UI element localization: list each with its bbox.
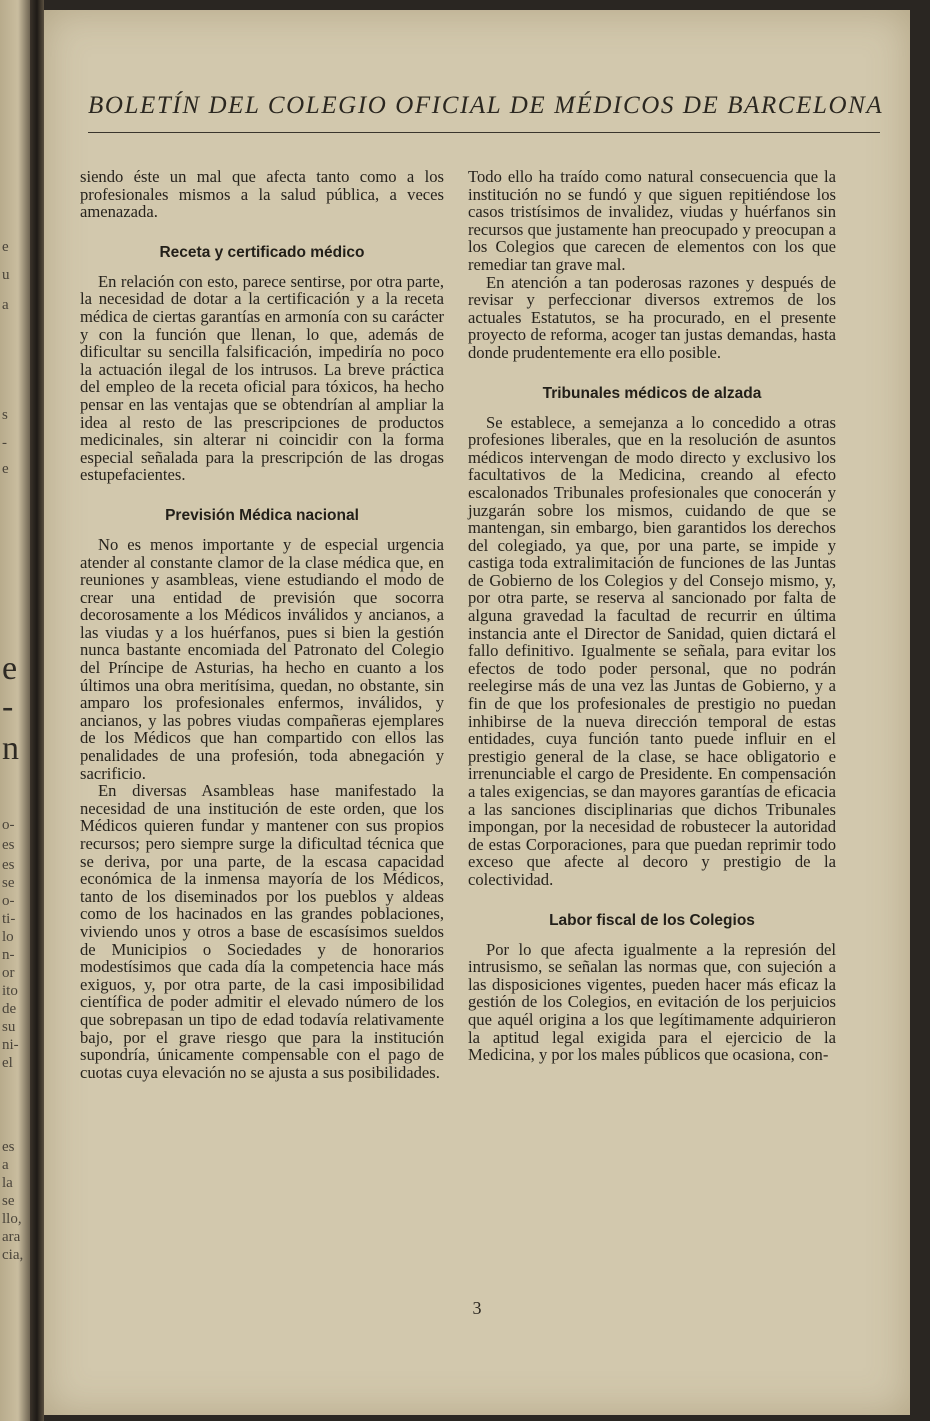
- adjacent-text-fragment: se: [2, 875, 15, 891]
- paragraph: Se establece, a semejanza a lo concedido a otras profesiones liberales, que en la resolución de asuntos médicos intervengan de modo directo y exclusivo los facultativos de la Medicina, creando al efecto escalonados Tribunales profesionales que conocerán y juzgarán sobre los mismos, cuidando de que se mantengan, sin embargo, bien garantidos los derechos del colegiado, ya que, por una parte, se impide y castiga toda extralimitación de funciones de las Juntas de Gobierno de los Colegios y del Consejo mismo, y, por otra parte, se reserva al sancionado por falta de alguna gravedad la facultad de recurrir en última instancia ante el Director de Sanidad, quien dictará el fallo definitivo. Igualmente se señala, para evitar los efectos de todo poder personal, que no podrán reelegirse más de una vez las Juntas de Gobierno, y a fin de que los profesionales de prestigio no puedan inhibirse de la nueva dirección temporal de estas entidades, cuya función tanto puede influir en el prestigio general de la clase, se hace obligatorio e irrenunciable el cargo de Presidente. En compensación a tales exigencias, se dan mayores garantías de eficacia a las sanciones disciplinarias que dichos Tribunales impongan, por la necesidad de robustecer la autoridad de estas Corporaciones, para que puedan reprimir todo exceso que afecte al decoro y prestigio de la colectividad.: [468, 412, 836, 889]
- adjacent-text-fragment: ito: [2, 983, 18, 999]
- adjacent-text-fragment: e: [2, 461, 9, 477]
- paragraph: Todo ello ha traído como natural consecuencia que la institución no se fundó y que siguen repitiéndose los casos tristísimos de invalidez, viudas y huérfanos sin recursos que justamente han preocupado y preocupan a los Colegios que carecen de elementos con los que remediar tan grave mal.: [468, 167, 836, 274]
- adjacent-text-fragment: cia,: [2, 1247, 24, 1263]
- adjacent-text-fragment: or: [2, 965, 15, 981]
- adjacent-text-fragment: el: [2, 1055, 13, 1071]
- section-heading: Receta y certificado médico: [159, 243, 365, 261]
- right-column: [468, 168, 836, 1064]
- adjacent-text-fragment: -: [2, 435, 7, 451]
- paragraph: En atención a tan poderosas razones y después de revisar y perfeccionar diversos extremos de los actuales Estatutos, se ha procurado, en el presente proyecto de reforma, acoger tan justas demandas, hasta donde prudentemente era ello posible.: [468, 272, 836, 362]
- section-heading: Labor fiscal de los Colegios: [549, 911, 755, 929]
- running-header: BOLETÍN DEL COLEGIO OFICIAL DE MÉDICOS DE BARCELONA: [88, 92, 884, 119]
- adjacent-text-fragment: lo: [2, 929, 14, 945]
- adjacent-text-fragment: es: [2, 1139, 15, 1155]
- adjacent-text-fragment: e: [2, 239, 9, 255]
- adjacent-text-fragment: a: [2, 1157, 9, 1173]
- adjacent-text-fragment: de: [2, 1001, 17, 1017]
- page-number: 3: [472, 1298, 482, 1318]
- adjacent-text-fragment: se: [2, 1193, 15, 1209]
- adjacent-text-fragment: su: [2, 1019, 16, 1035]
- header-rule: [88, 132, 880, 133]
- document-page: [44, 10, 910, 1415]
- adjacent-text-fragment: u: [2, 267, 10, 283]
- adjacent-text-fragment: n: [2, 730, 19, 767]
- adjacent-text-fragment: s: [2, 407, 8, 423]
- left-column: [80, 168, 444, 1081]
- paragraph: siendo éste un mal que afecta tanto como a los profesionales mismos a la salud pública, a veces amenazada.: [80, 167, 444, 222]
- adjacent-text-fragment: ti-: [2, 911, 16, 927]
- adjacent-text-fragment: la: [2, 1175, 13, 1191]
- book-spine-gutter: [30, 0, 44, 1421]
- adjacent-text-fragment: es: [2, 857, 15, 873]
- adjacent-text-fragment: n-: [2, 947, 15, 963]
- paragraph: En relación con esto, parece sentirse, por otra parte, la necesidad de dotar a la certificación y a la receta médica de ciertas garantías en armonía con su carácter y con la función que llenan, lo que, además de dificultar su sencilla falsificación, impediría no poco la actuación ilegal de los intrusos. La breve práctica del empleo de la receta oficial para tóxicos, ha hecho pensar en las ventajas que se obtendrían al ampliar la idea al resto de las prescripciones de productos medicinales, sin alterar ni coincidir con la forma especial señalada para la prescripción de las drogas estupefacientes.: [80, 271, 444, 485]
- adjacent-text-fragment: o-: [2, 893, 15, 909]
- adjacent-text-fragment: llo,: [2, 1211, 22, 1227]
- paragraph: En diversas Asambleas hase manifestado la necesidad de una institución de este orden, que los Médicos quieren fundar y mantener con sus propios recursos; pero siempre surge la dificultad técnica que se deriva, por una parte, de la escasa capacidad económica de la inmensa mayoría de los Médicos, tanto de los diseminados por los pueblos y aldeas como de los hacinados en las grandes poblaciones, viviendo unos y otros a base de escasísimos sueldos de Municipios o Sociedades y de honorarios modestísimos que cada día la competencia hace más exiguos, y, por otra parte, de la casi imposibilidad científica de poder admitir el elevado número de los que sobrepasan un tipo de edad todavía relativamente bajo, por el grave riesgo que para la institución supondría, únicamente compensable con el pago de cuotas cuya elevación no se ajusta a sus posibilidades.: [80, 781, 444, 1082]
- adjacent-text-fragment: ara: [2, 1229, 21, 1245]
- adjacent-text-fragment: o-: [2, 817, 15, 833]
- section-heading: Previsión Médica nacional: [165, 506, 359, 524]
- paragraph: No es menos importante y de especial urgencia atender al constante clamor de la clase médica que, en reuniones y asambleas, viene estudiando el modo de crear una entidad de previsión que socorra decorosamente a los Médicos inválidos y ancianos, a las viudas y a los huérfanos, pues si bien la gestión nunca bastante encomiada del Patronato del Colegio del Príncipe de Asturias, ha hecho en cuanto a los últimos una obra meritísima, quedan, no obstante, sin amparo los profesionales enfermos, inválidos, y ancianos, y las pobres viudas compañeras ejemplares de los Médicos que han compartido con ellos las penalidades de una profesión, toda abnegación y sacrificio.: [80, 534, 444, 783]
- adjacent-text-fragment: ni-: [2, 1037, 19, 1053]
- section-heading: Tribunales médicos de alzada: [542, 384, 762, 402]
- adjacent-text-fragment: e: [2, 650, 18, 687]
- adjacent-text-fragment: -: [2, 688, 14, 725]
- adjacent-page-edge: [0, 0, 30, 1421]
- paragraph: Por lo que afecta igualmente a la represión del intrusismo, se señalan las normas que, con sujeción a las disposiciones vigentes, pueden hacer más eficaz la gestión de los Colegios, en evitación de los perjuicios que aquél origina a los que legítimamente adquirieron la aptitud legal exigida para el ejercicio de la Medicina, y por los males públicos que ocasiona, con-: [468, 939, 836, 1065]
- adjacent-text-fragment: es: [2, 837, 15, 853]
- adjacent-text-fragment: a: [2, 297, 9, 313]
